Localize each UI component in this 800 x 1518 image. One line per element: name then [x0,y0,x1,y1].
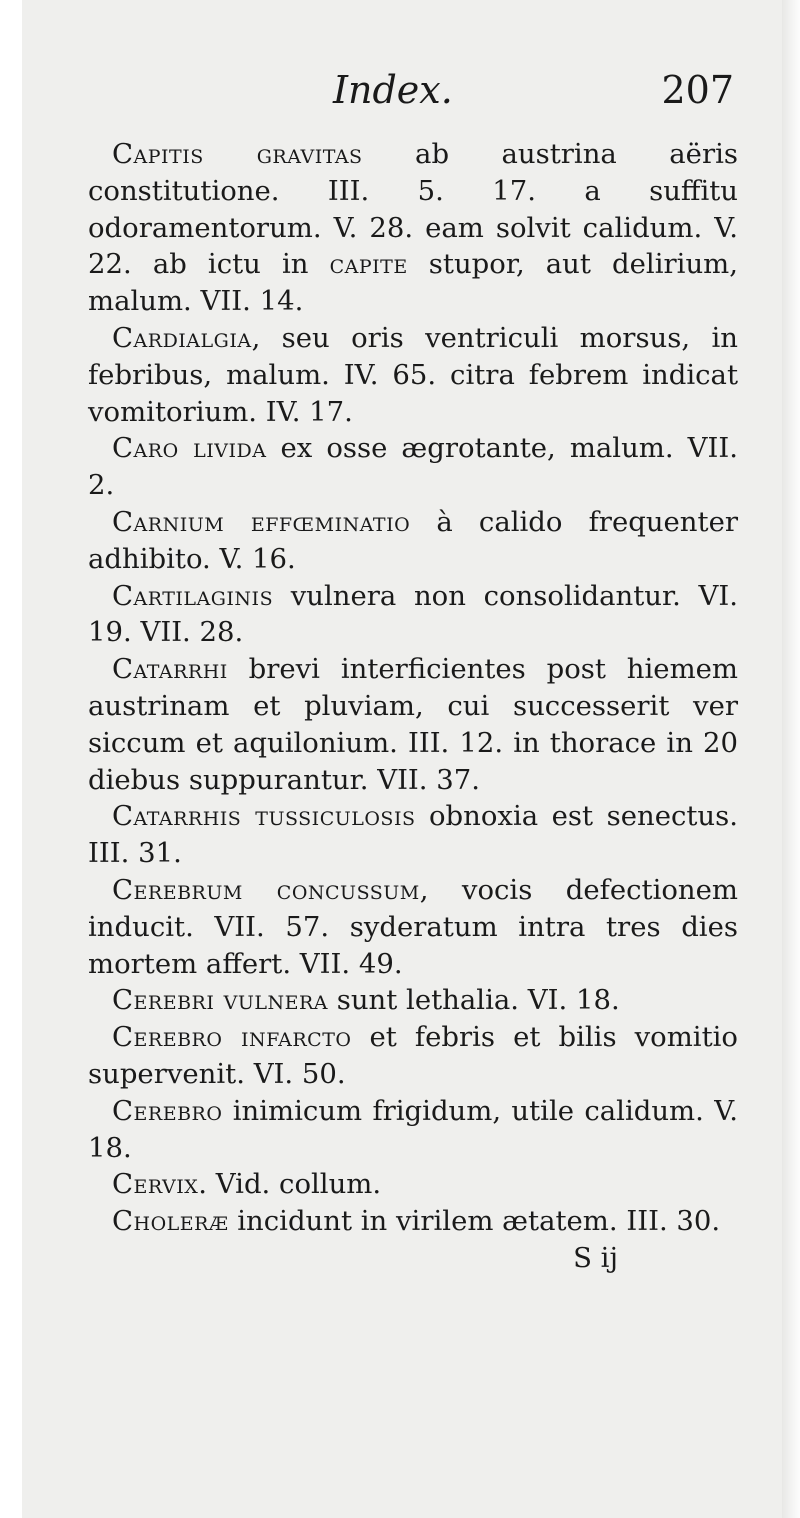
entry-text: brevi interficientes post hiemem austrinam et pluviam, cui successerit ver siccum et aquilonium. III. 12. in thorace in 20 diebus suppurantur. VII. 37. [88,653,738,796]
entry-text: , seu oris ventriculi morsus, in febribus, malum. IV. 65. citra febrem indicat vomitorium. IV. 17. [88,321,738,428]
entry-head: Catarrhi [112,653,228,686]
entry-head: Cerebro [112,1094,223,1127]
entry-text: ab austrina aëris constitutione. III. 5. 17. a suffitu odoramentorum. V. 28. eam solvit calidum. V. 22. ab ictu in [88,138,739,281]
index-entry [88,872,738,982]
entry-text: ex osse ægrotante, malum. VII. 2. [88,432,738,502]
entry-text: et febris et bilis vomitio supervenit. VI. 50. [88,1021,738,1090]
index-entry [88,136,738,320]
entry-head: Cerebro infarcto [112,1021,352,1054]
entry-head: Capitis gravitas [112,138,363,170]
entry-text: , vocis defectionem inducit. VII. 57. syderatum intra tres dies mortem affert. VII. 49. [88,873,738,980]
page-number: 207 [661,68,734,112]
signature-mark: S ij [573,1241,618,1274]
index-entry [88,430,738,504]
entry-head: Cerebrum concussum [112,873,420,906]
entry-head: Cartilaginis [112,579,274,612]
entry-text: inimicum frigidum, utile calidum. V. 18. [88,1094,738,1164]
index-entries [88,136,738,1240]
entry-head: Caro livida [112,432,267,465]
index-entry [88,798,738,872]
running-title: Index. [333,68,453,112]
entry-text: sunt lethalia. VI. 18. [327,984,620,1017]
index-entry [88,1019,738,1093]
index-entry [88,651,738,798]
index-entry [88,982,738,1019]
scan-margin-left [0,0,22,1518]
book-page [22,0,782,1518]
entry-text: incidunt in virilem ætatem. III. 30. [228,1205,721,1238]
index-entry [88,320,738,430]
entry-text: à calido frequenter adhibito. V. 16. [88,505,738,575]
entry-head: Catarrhis tussiculosis [112,800,416,833]
index-entry [88,1093,738,1167]
entry-text: stupor, aut delirium, malum. VII. 14. [88,248,738,318]
entry-head: Carnium effœminatio [112,505,411,538]
entry-text: obnoxia est senectus. III. 31. [88,800,738,870]
entry-head: Choleræ [112,1205,229,1238]
index-entry [88,1166,738,1203]
entry-text: . Vid. collum. [198,1168,382,1201]
signature-row [88,1240,738,1277]
entry-head: Cerebri vulnera [112,984,328,1017]
text-block [88,60,738,1277]
entry-head: Cardialgia [112,321,252,354]
entry-text: vulnera non consolidantur. VI. 19. VII. 28. [88,579,738,649]
entry-head: capite [329,248,408,281]
index-entry [88,578,738,652]
index-entry [88,1203,738,1240]
entry-head: Cervix [112,1168,199,1201]
index-entry [88,504,738,578]
running-head [88,60,738,130]
scan-margin-right [782,0,800,1518]
